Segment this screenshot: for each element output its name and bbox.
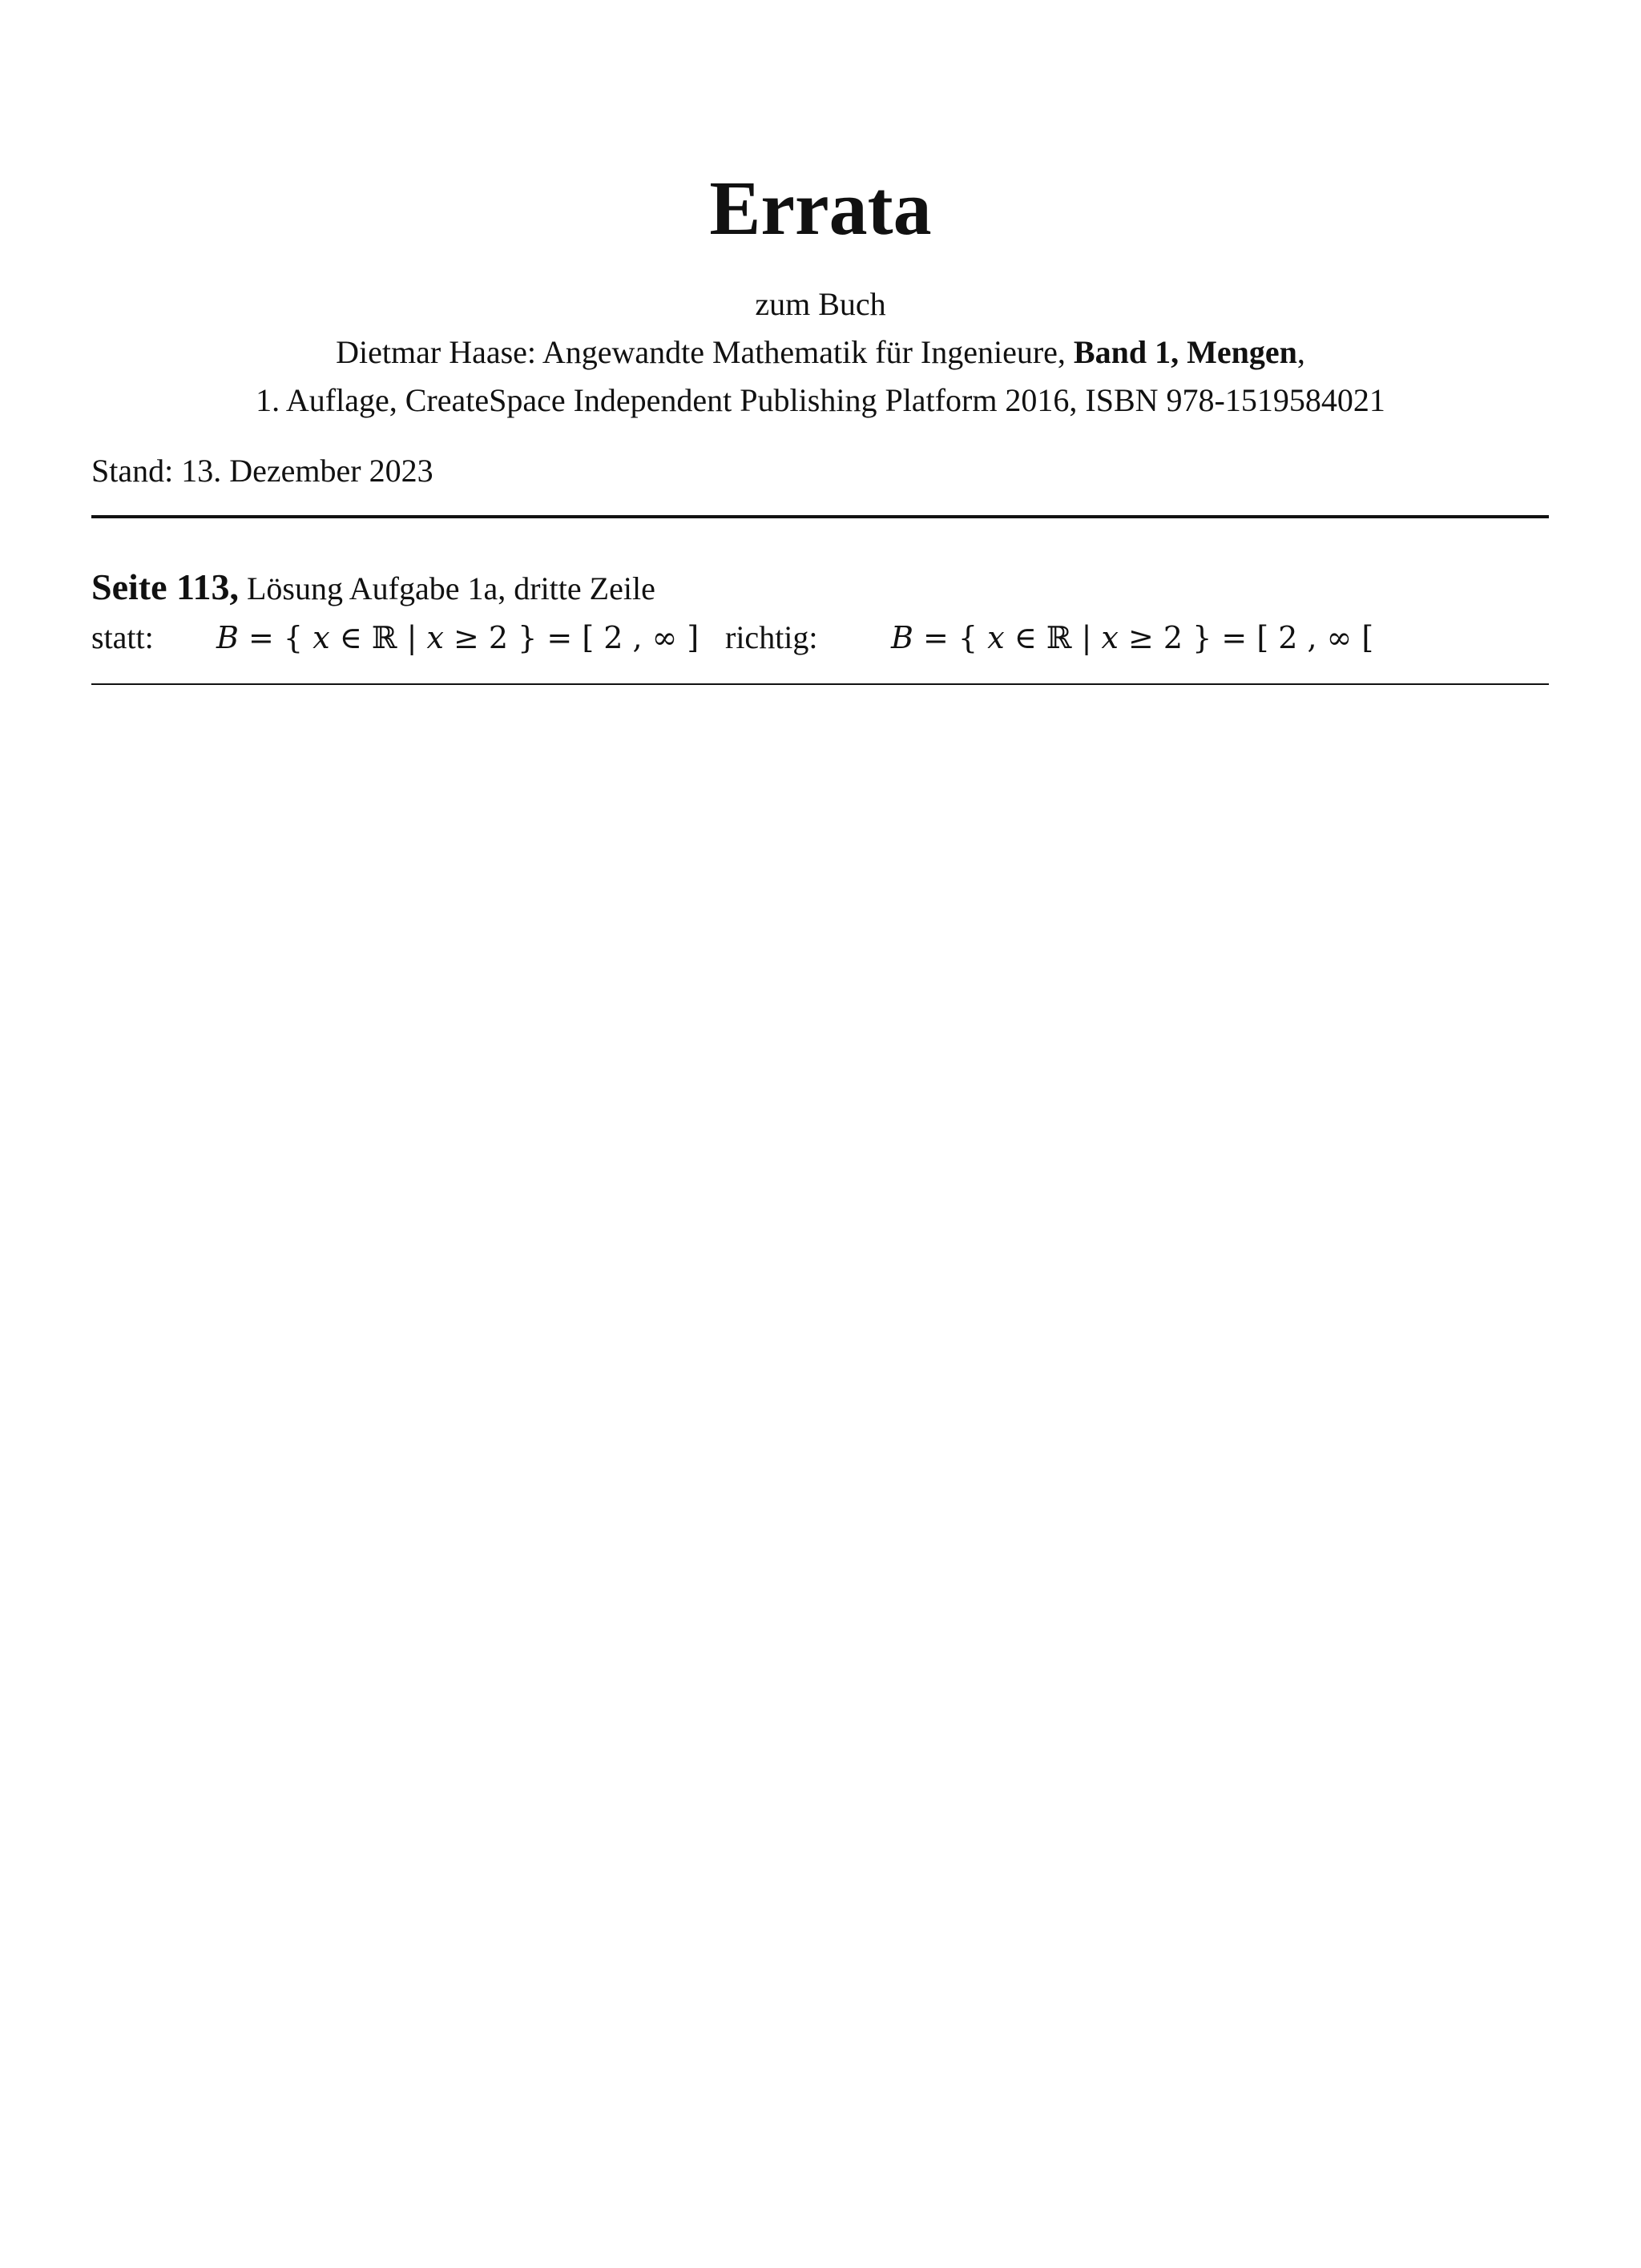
entry-divider — [91, 683, 1549, 685]
formula-cond: ≥ 2 } = [ 2 , ∞ ] — [443, 620, 700, 655]
statt-formula — [216, 615, 699, 660]
formula-elem2: x — [1101, 620, 1119, 655]
formula-var: B — [216, 620, 239, 655]
formula-cond: ≥ 2 } = [ 2 , ∞ [ — [1118, 620, 1374, 655]
richtig-formula — [891, 615, 1373, 660]
book-edition: 1. Auflage, CreateSpace Independent Publishing Platform 2016, ISBN 978-1519584021 — [256, 382, 1385, 418]
header-divider — [91, 515, 1549, 518]
stand-date: Stand: 13. Dezember 2023 — [91, 453, 433, 489]
formula-member: ∈ ℝ | — [329, 620, 427, 655]
subtitle: zum Buch — [755, 286, 886, 322]
book-volume: Band 1, Mengen — [1073, 334, 1297, 370]
formula-member: ∈ ℝ | — [1004, 620, 1102, 655]
formula-elem: x — [987, 620, 1005, 655]
richtig-label: richtig: — [725, 619, 818, 655]
book-author-title: Dietmar Haase: Angewandte Mathematik für Ingenieure, — [336, 334, 1074, 370]
formula-body: = { — [238, 620, 313, 655]
formula-elem: x — [312, 620, 330, 655]
page-title: Errata — [709, 165, 932, 251]
entry-page-label: Seite 113, — [91, 566, 239, 607]
book-trailing-comma: , — [1296, 334, 1305, 370]
entry-location: Lösung Aufgabe 1a, dritte Zeile — [238, 570, 655, 606]
errata-entry-heading — [91, 565, 655, 611]
formula-var: B — [891, 620, 913, 655]
formula-body: = { — [913, 620, 988, 655]
statt-label: statt: — [91, 619, 154, 655]
book-reference — [0, 332, 1641, 373]
formula-elem2: x — [426, 620, 444, 655]
